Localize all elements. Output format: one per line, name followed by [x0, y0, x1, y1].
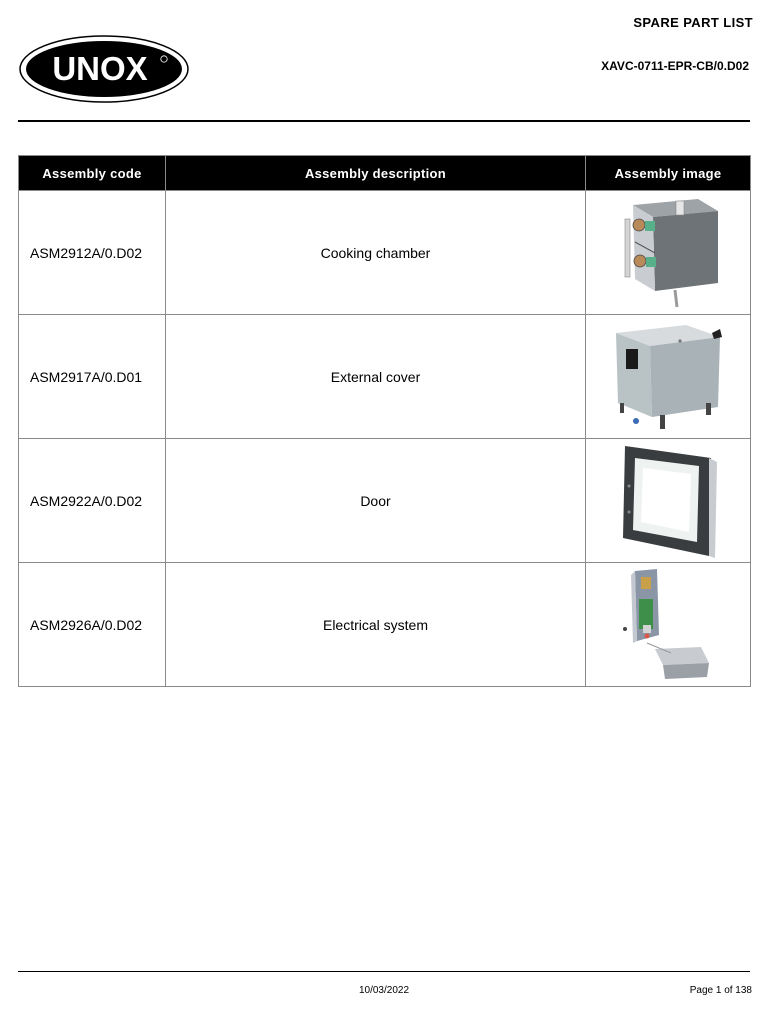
document-title: SPARE PART LIST	[633, 15, 753, 30]
cooking-chamber-image	[613, 195, 723, 311]
header-divider	[18, 120, 750, 122]
assembly-description: Cooking chamber	[166, 191, 586, 315]
table-row	[19, 563, 751, 687]
assembly-code: ASM2922A/0.D02	[19, 439, 166, 563]
document-code: XAVC-0711-EPR-CB/0.D02	[601, 59, 749, 73]
assembly-description: Door	[166, 439, 586, 563]
assembly-description: External cover	[166, 315, 586, 439]
table-row	[19, 315, 751, 439]
assembly-table	[18, 155, 751, 687]
assembly-image-cell	[586, 439, 751, 563]
assembly-code: ASM2917A/0.D01	[19, 315, 166, 439]
column-header-code: Assembly code	[19, 156, 166, 191]
column-header-description: Assembly description	[166, 156, 586, 191]
logo-text: UNOX	[52, 50, 148, 87]
footer-divider	[18, 971, 750, 972]
footer-date: 10/03/2022	[358, 985, 410, 996]
electrical-system-image	[613, 567, 723, 683]
page-number: Page 1 of 138	[689, 985, 752, 996]
door-image	[613, 442, 723, 560]
table-row	[19, 439, 751, 563]
assembly-code: ASM2912A/0.D02	[19, 191, 166, 315]
assembly-image-cell	[586, 191, 751, 315]
external-cover-image	[608, 319, 728, 435]
column-header-image: Assembly image	[586, 156, 751, 191]
assembly-image-cell	[586, 563, 751, 687]
table-header-row	[19, 156, 751, 191]
assembly-image-cell	[586, 315, 751, 439]
table-row	[19, 191, 751, 315]
unox-logo	[18, 34, 190, 104]
assembly-description: Electrical system	[166, 563, 586, 687]
assembly-code: ASM2926A/0.D02	[19, 563, 166, 687]
